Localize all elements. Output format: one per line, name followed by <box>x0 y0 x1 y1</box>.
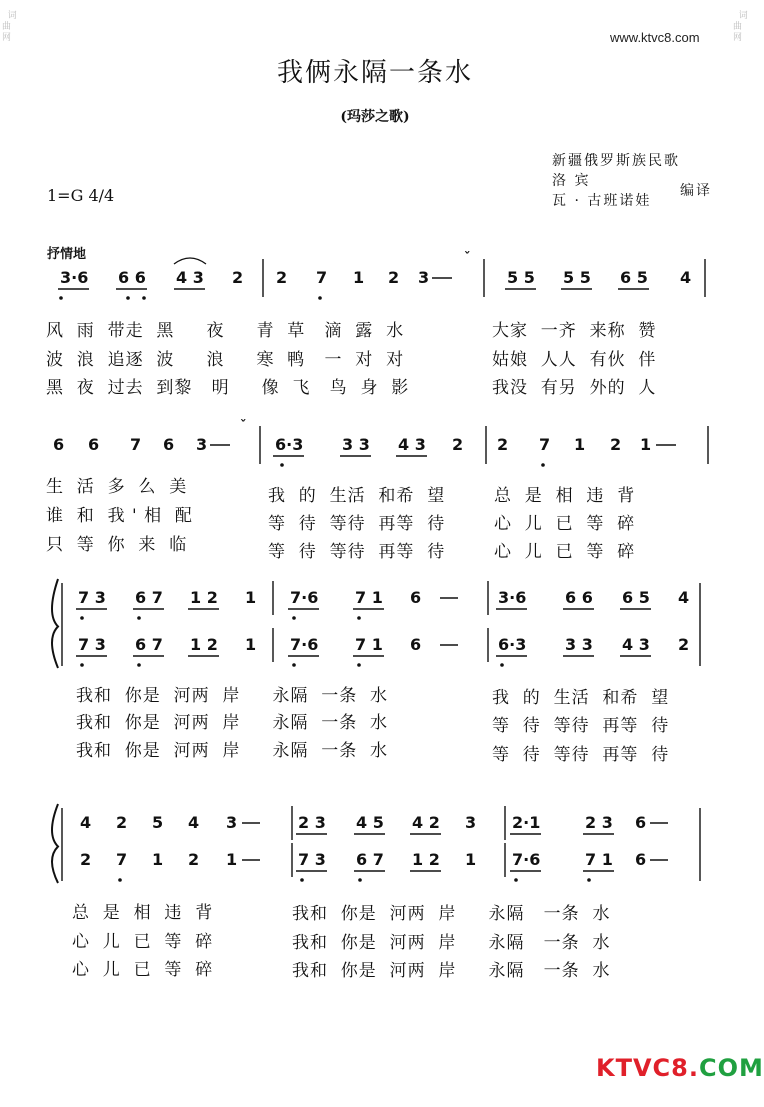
note-number: 1 2 <box>190 635 218 654</box>
note-number: 1 2 <box>190 588 218 607</box>
note-number: 2 <box>497 435 509 454</box>
note-number: 6 6 <box>565 588 593 607</box>
note-number: 6 <box>635 813 647 832</box>
note-number: 4 2 <box>412 813 440 832</box>
note-number: 7·6 <box>290 588 319 607</box>
song-origin: 新疆俄罗斯族民歌 <box>552 153 680 169</box>
translator-line-1: 洛 宾 <box>552 173 591 189</box>
system-brace <box>52 579 58 668</box>
song-title: 我俩永隔一条水 <box>276 58 473 88</box>
lyric-d1-v3: 我和 你是 河两 岸 永隔 一条 水 <box>76 741 389 761</box>
lyric-d2-v2-right: 我和 你是 河两 岸 永隔 一条 水 <box>292 933 611 953</box>
note-number: 6·3 <box>498 635 527 654</box>
lyric-s2-v3: 只 等 你 来 临 <box>46 535 188 555</box>
note-number: 6 5 <box>622 588 650 607</box>
octave-dot <box>300 878 304 882</box>
lyric-s2-v3-mid: 等 待 等待 再等 待 <box>268 542 446 562</box>
lyric-s2-v2-right: 心 儿 已 等 碎 <box>494 514 636 534</box>
octave-dot <box>137 616 141 620</box>
note-number: 2 <box>80 850 92 869</box>
note-number: 7 <box>116 850 128 869</box>
octave-dot <box>126 296 130 300</box>
note-number: 1 <box>152 850 164 869</box>
octave-dot <box>587 878 591 882</box>
note-number: 5 5 <box>563 268 591 287</box>
note-number: 2 <box>116 813 128 832</box>
tempo-marking: 抒情地 <box>47 247 87 262</box>
lyric-s2-v1: 生 活 多 么 美 <box>46 477 188 497</box>
note-number: 4 3 <box>398 435 426 454</box>
note-number: 6 <box>88 435 100 454</box>
note-number: 1 <box>465 850 477 869</box>
note-number: 2·1 <box>512 813 541 832</box>
note-number: 4 5 <box>356 813 384 832</box>
lyric-d1-v2-right: 等 待 等待 再等 待 <box>492 716 670 736</box>
note-number: 3·6 <box>498 588 527 607</box>
lyric-d1-v1-right: 我 的 生活 和希 望 <box>492 688 670 708</box>
note-number: 2 <box>232 268 244 287</box>
note-number: 6 7 <box>356 850 384 869</box>
note-number: 6 7 <box>135 588 163 607</box>
note-number: 6 <box>410 635 422 654</box>
lyric-s2-v1-mid: 我 的 生活 和希 望 <box>268 486 446 506</box>
note-number: 5 5 <box>507 268 535 287</box>
note-number: 3 3 <box>342 435 370 454</box>
note-number: 7 3 <box>78 588 106 607</box>
note-number: 4 <box>678 588 690 607</box>
note-number: 1 <box>245 588 257 607</box>
note-number: 2 3 <box>298 813 326 832</box>
note-number: 3 <box>226 813 238 832</box>
breath-mark: ˇ <box>240 419 247 434</box>
note-number: 3 <box>196 435 208 454</box>
note-number: 7 <box>130 435 142 454</box>
octave-dot <box>137 663 141 667</box>
note-number: 7·6 <box>512 850 541 869</box>
note-number: 4 <box>80 813 92 832</box>
lyric-d1-v3-right: 等 待 等待 再等 待 <box>492 745 670 765</box>
side-watermark-left: 词 曲 网 <box>2 11 17 43</box>
note-number: 6 <box>410 588 422 607</box>
note-number: 1 <box>226 850 238 869</box>
note-number: 3 <box>418 268 430 287</box>
translator-role: 编译 <box>680 183 712 199</box>
lyric-s1-v2: 波 浪 追逐 波 浪 寒 鸭 一 对 对 <box>46 350 405 370</box>
note-number: 7 3 <box>78 635 106 654</box>
lyric-s1-v1-right: 大家 一齐 来称 赞 <box>492 321 657 341</box>
note-number: 2 <box>188 850 200 869</box>
lyric-s2-v2-mid: 等 待 等待 再等 待 <box>268 514 446 534</box>
note-number: 1 <box>245 635 257 654</box>
lyric-d1-v2: 我和 你是 河两 岸 永隔 一条 水 <box>76 713 389 733</box>
note-number: 7 <box>316 268 328 287</box>
lyric-d2-v2: 心 儿 已 等 碎 <box>72 932 214 952</box>
octave-dot <box>80 663 84 667</box>
note-number: 6 7 <box>135 635 163 654</box>
slur <box>174 258 206 264</box>
note-number: 6·3 <box>275 435 304 454</box>
note-number: 7 <box>539 435 551 454</box>
breath-mark: ˇ <box>464 251 471 266</box>
lyric-s1-v3: 黑 夜 过去 到黎 明 像 飞 鸟 身 影 <box>46 378 410 398</box>
note-number: 7 3 <box>298 850 326 869</box>
note-number: 3 <box>465 813 477 832</box>
system-brace <box>52 804 58 883</box>
lyric-s2-v2: 谁 和 我 ' 相 配 <box>46 506 193 526</box>
lyric-d2-v1: 总 是 相 违 背 <box>72 903 214 923</box>
note-number: 4 3 <box>622 635 650 654</box>
note-number: 3 3 <box>565 635 593 654</box>
note-number: 7·6 <box>290 635 319 654</box>
note-number: 7 1 <box>355 588 383 607</box>
octave-dot <box>142 296 146 300</box>
note-number: 4 <box>188 813 200 832</box>
octave-dot <box>280 463 284 467</box>
note-number: 1 2 <box>412 850 440 869</box>
octave-dot <box>358 878 362 882</box>
key-signature: 1=G 4/4 <box>47 186 115 205</box>
octave-dot <box>80 616 84 620</box>
translator-line-2: 瓦 · 古班诺娃 <box>552 193 652 209</box>
song-subtitle: (玛莎之歌) <box>340 109 410 125</box>
octave-dot <box>500 663 504 667</box>
note-number: 6 5 <box>620 268 648 287</box>
lyric-s1-v1: 风 雨 带走 黑 夜 青 草 滴 露 水 <box>46 321 405 341</box>
octave-dot <box>541 463 545 467</box>
side-watermark-right: 词 曲 网 <box>733 11 748 43</box>
lyric-d2-v1-right: 我和 你是 河两 岸 永隔 一条 水 <box>292 904 611 924</box>
site-url: www.ktvc8.com <box>610 30 700 45</box>
lyric-s2-v3-right: 心 儿 已 等 碎 <box>494 542 636 562</box>
note-number: 2 <box>276 268 288 287</box>
note-number: 6 <box>635 850 647 869</box>
lyric-s1-v2-right: 姑娘 人人 有伙 伴 <box>492 350 657 370</box>
note-number: 2 <box>452 435 464 454</box>
octave-dot <box>514 878 518 882</box>
note-number: 2 <box>388 268 400 287</box>
lyric-s2-v1-right: 总 是 相 违 背 <box>494 486 636 506</box>
note-number: 1 <box>574 435 586 454</box>
lyric-d1-v1: 我和 你是 河两 岸 永隔 一条 水 <box>76 686 389 706</box>
note-number: 1 <box>640 435 652 454</box>
lyric-d2-v3-right: 我和 你是 河两 岸 永隔 一条 水 <box>292 961 611 981</box>
octave-dot <box>118 878 122 882</box>
note-number: 7 1 <box>355 635 383 654</box>
note-number: 6 <box>53 435 65 454</box>
note-number: 7 1 <box>585 850 613 869</box>
note-number: 6 6 <box>118 268 146 287</box>
note-number: 4 3 <box>176 268 204 287</box>
note-number: 3·6 <box>60 268 89 287</box>
note-number: 2 <box>610 435 622 454</box>
note-number: 6 <box>163 435 175 454</box>
octave-dot <box>357 616 361 620</box>
octave-dot <box>59 296 63 300</box>
octave-dot <box>292 616 296 620</box>
lyric-s1-v3-right: 我没 有另 外的 人 <box>492 378 657 398</box>
lyric-d2-v3: 心 儿 已 等 碎 <box>72 960 214 980</box>
octave-dot <box>357 663 361 667</box>
note-number: 2 <box>678 635 690 654</box>
octave-dot <box>292 663 296 667</box>
ktvc8-logo: KTVC8.COM <box>596 1054 764 1082</box>
note-number: 1 <box>353 268 365 287</box>
note-number: 4 <box>680 268 692 287</box>
note-number: 5 <box>152 813 164 832</box>
note-number: 2 3 <box>585 813 613 832</box>
octave-dot <box>318 296 322 300</box>
